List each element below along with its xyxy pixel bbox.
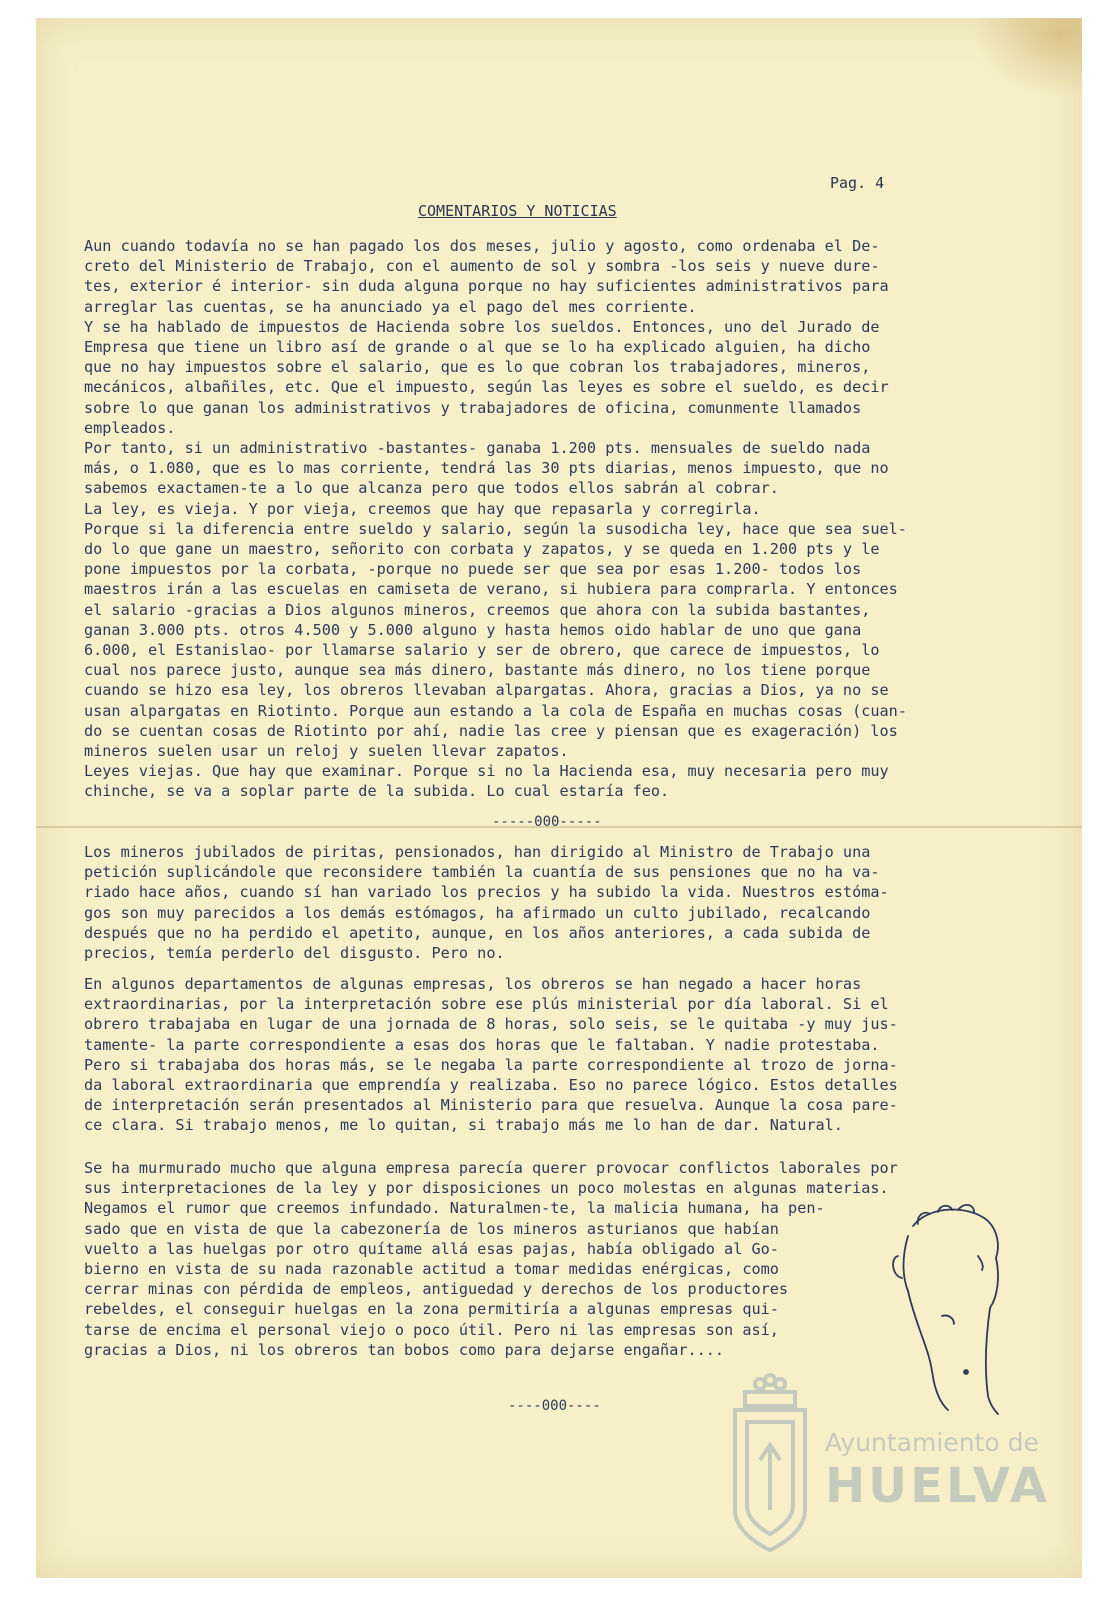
text-line: tamente- la parte correspondiente a esas dos horas que le faltaban. Y nadie protestaba. — [84, 1035, 880, 1054]
text-line: precios, temía perderlo del disgusto. Pero no. — [84, 944, 505, 963]
text-line: cerrar minas con pérdida de empleos, antiguedad y derechos de los productores — [84, 1280, 789, 1299]
text-line: de interpretación serán presentados al Ministerio para que resuelva. Aunque la cosa pare- — [84, 1096, 898, 1115]
text-line: más, o 1.080, que es lo mas corriente, tendrá las 30 pts diarias, menos impuesto, que no — [84, 459, 889, 478]
text-line: En algunos departamentos de algunas empresas, los obreros se han negado a hacer horas — [84, 975, 862, 993]
shield-icon — [715, 1370, 825, 1560]
text-line: sado que en vista de que la cabezonería de los mineros asturianos que habían — [84, 1219, 779, 1238]
text-line: sabemos exactamen-te a lo que alcanza pero que todos ellos sabrán al cobrar. — [84, 479, 779, 498]
text-line: riado hace años, cuando sí han variado los precios y ha subido la vida. Nuestros estóma- — [84, 883, 889, 902]
text-line: Se ha murmurado mucho que alguna empresa parecía querer provocar conflictos laborales por — [84, 1159, 898, 1177]
text-line: cuando se hizo esa ley, los obreros llevaban alpargatas. Ahora, gracias a Dios, ya no se — [84, 681, 889, 700]
text-line: mineros suelen usar un reloj y suelen llevar zapatos. — [84, 742, 569, 761]
article-block-pensions — [84, 842, 1004, 963]
text-line: chinche, se va a soplar parte de la subida. Lo cual estaría feo. — [84, 782, 670, 801]
text-line: rebeldes, el conseguir huelgas en la zona permitiría a algunas empresas qui- — [84, 1300, 779, 1319]
watermark-line2: HUELVA — [825, 1458, 1050, 1514]
text-line: Los mineros jubilados de piritas, pensionados, han dirigido al Ministro de Trabajo una — [84, 843, 871, 861]
text-line: cual nos parece justo, aunque sea más dinero, bastante más dinero, no los tiene porque — [84, 661, 871, 680]
text-line: do se cuentan cosas de Riotinto por ahí, nadie las cree y piensan que es exageración) los — [84, 721, 898, 740]
text-line: Aun cuando todavía no se han pagado los dos meses, julio y agosto, como ordenaba el De- — [84, 237, 880, 255]
text-line: obrero trabajaba en lugar de una jornada de 8 horas, solo seis, se le quitaba -y muy jus- — [84, 1015, 898, 1034]
text-line: gos son muy parecidos a los demás estómagos, ha afirmado un culto jubilado, recalcando — [84, 903, 871, 922]
text-line: el salario -gracias a Dios algunos mineros, creemos que ahora con la subida bastantes, — [84, 600, 871, 619]
article-block-wages — [84, 236, 1004, 802]
ayuntamiento-huelva-watermark — [695, 1370, 1055, 1570]
page-title: COMENTARIOS Y NOTICIAS — [418, 202, 617, 220]
text-line: sus interpretaciones de la ley y por disposiciones un poco molestas en algunas materias. — [84, 1179, 889, 1198]
paper-stain — [972, 18, 1082, 98]
text-line: tes, exterior é interior- sin duda alguna porque no hay suficientes administrativos para — [84, 277, 889, 296]
text-line: arreglar las cuentas, se ha anunciado ya el pago del mes corriente. — [84, 297, 697, 316]
text-line: petición suplicándole que reconsidere también la cuantía de sus pensiones que no ha va- — [84, 863, 880, 882]
section-separator: -----000----- — [492, 814, 602, 830]
page-number: Pag. 4 — [830, 174, 885, 192]
text-line: gracias a Dios, ni los obreros tan bobos como para dejarse engañar.... — [84, 1340, 725, 1359]
text-line: Leyes viejas. Que hay que examinar. Porque si no la Hacienda esa, muy necesaria pero muy — [84, 762, 889, 781]
text-line: después que no ha perdido el apetito, aunque, en los años anteriores, a cada subida de — [84, 923, 871, 942]
text-line: vuelto a las huelgas por otro quítame allá esas pajas, había obligado al Go- — [84, 1239, 779, 1258]
text-line: ganan 3.000 pts. otros 4.500 y 5.000 alguno y hasta hemos oido hablar de uno que gana — [84, 620, 862, 639]
text-line: Empresa que tiene un libro así de grande o al que se lo ha explicado alguien, ha dicho — [84, 338, 871, 357]
text-line: do lo que gane un maestro, señorito con corbata y zapatos, y se queda en 1.200 pts y le — [84, 540, 880, 559]
text-line: sobre lo que ganan los administrativos y trabajadores de oficina, comunmente llamados — [84, 398, 862, 417]
text-line: tarse de encima el personal viejo o poco útil. Pero ni las empresas son así, — [84, 1320, 779, 1339]
text-line: mecánicos, albañiles, etc. Que el impuesto, según las leyes es sobre el sueldo, es decir — [84, 378, 889, 397]
text-line: La ley, es vieja. Y por vieja, creemos que hay que repasarla y corregirla. — [84, 499, 761, 518]
text-line: Negamos el rumor que creemos infundado. Naturalmen-te, la malicia humana, ha pen- — [84, 1199, 825, 1218]
text-line: bierno en vista de su nada razonable actitud a tomar medidas enérgicas, como — [84, 1260, 779, 1279]
text-line: Por tanto, si un administrativo -bastantes- ganaba 1.200 pts. mensuales de sueldo nada — [84, 439, 871, 458]
text-line: que no hay impuestos sobre el salario, que es lo que cobran los trabajadores, mineros, — [84, 358, 871, 377]
text-line: ce clara. Si trabajo menos, me lo quitan, si trabajo más me lo han de dar. Natural. — [84, 1116, 843, 1135]
article-block-overtime — [84, 974, 1004, 1136]
text-line: Y se ha hablado de impuestos de Hacienda sobre los sueldos. Entonces, uno del Jurado de — [84, 317, 880, 336]
text-line: maestros irán a las escuelas en camiseta de verano, si hubiera para comprarla. Y entonces — [84, 580, 898, 599]
text-line: Porque si la diferencia entre sueldo y salario, según la susodicha ley, hace que sea suel- — [84, 519, 907, 538]
section-separator: ----000---- — [508, 1398, 601, 1414]
text-line: Pero si trabajaba dos horas más, se le negaba la parte correspondiente al trozo de jorna- — [84, 1055, 898, 1074]
text-line: pone impuestos por la corbata, -porque no puede ser que sea por esas 1.200- todos los — [84, 560, 862, 579]
text-line: empleados. — [84, 418, 176, 437]
watermark-line1: Ayuntamiento de — [825, 1428, 1039, 1457]
text-line: da laboral extraordinaria que emprendía y realizaba. Eso no parece lógico. Estos detalles — [84, 1076, 898, 1095]
text-line: extraordinarias, por la interpretación sobre ese plús ministerial por día laboral. Si el — [84, 995, 889, 1014]
text-line: 6.000, el Estanislao- por llamarse salario y ser de obrero, que carece de impuestos, lo — [84, 641, 880, 660]
text-line: creto del Ministerio de Trabajo, con el aumento de sol y sombra -los seis y nueve dure- — [84, 257, 880, 276]
text-line: usan alpargatas en Riotinto. Porque aun estando a la cola de España en muchas cosas (cuan- — [84, 701, 907, 720]
